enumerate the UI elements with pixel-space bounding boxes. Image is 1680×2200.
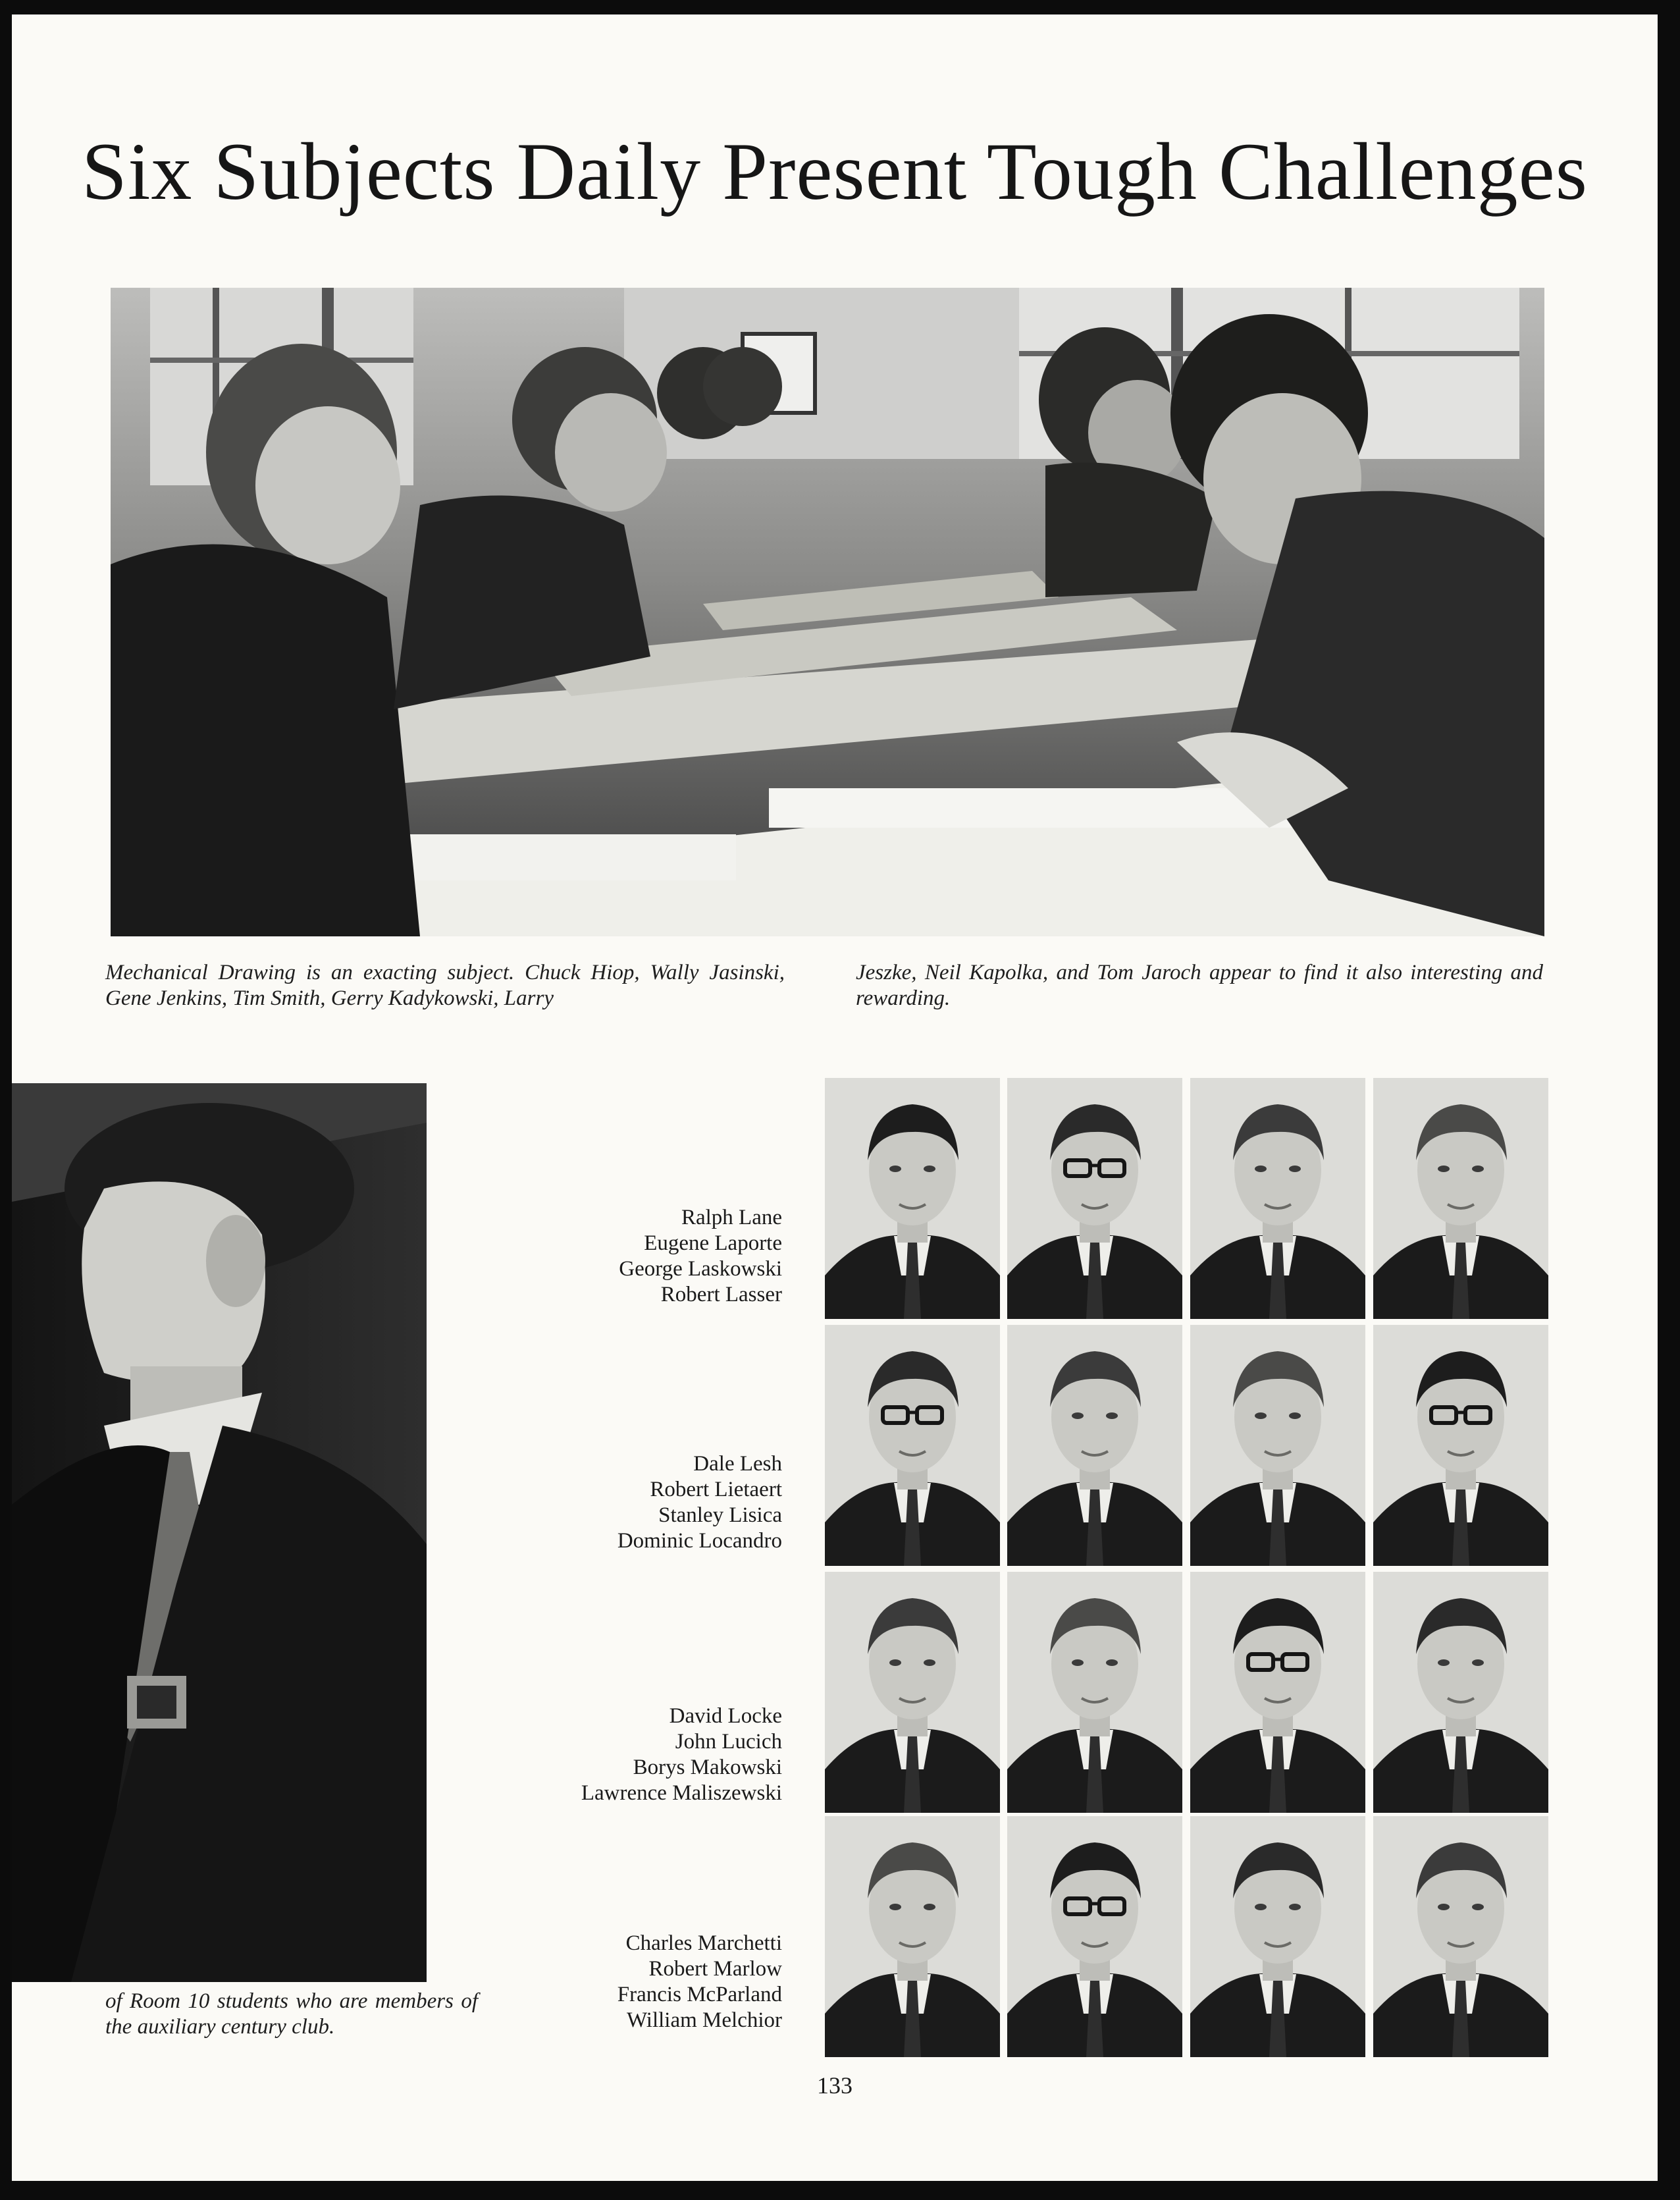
- student-portrait: [825, 1325, 1000, 1566]
- student-portrait: [1373, 1816, 1548, 2057]
- student-name: Ralph Lane: [681, 1206, 782, 1229]
- student-portrait: [825, 1078, 1000, 1319]
- student-name: William Melchior: [626, 2008, 782, 2032]
- student-name: Dominic Locandro: [617, 1529, 782, 1553]
- student-name: Robert Lietaert: [650, 1478, 782, 1501]
- student-name: John Lucich: [675, 1730, 782, 1754]
- student-name: Robert Marlow: [648, 1957, 782, 1981]
- page-number: 133: [817, 2072, 853, 2099]
- student-portrait: [1373, 1078, 1548, 1319]
- student-name: Dale Lesh: [693, 1452, 782, 1476]
- student-portrait: [1190, 1816, 1365, 2057]
- student-portrait: [1007, 1078, 1182, 1319]
- page-title: Six Subjects Daily Present Tough Challenges: [82, 126, 1588, 217]
- student-portrait: [1007, 1325, 1182, 1566]
- top-photo-caption-right: Jeszke, Neil Kapolka, and Tom Jaroch appear to find it also interesting and rewarding.: [856, 961, 1543, 1010]
- student-name: Francis McParland: [617, 1983, 782, 2006]
- student-name: Borys Makowski: [633, 1756, 782, 1779]
- top-photo-caption-left: Mechanical Drawing is an exacting subject. Chuck Hiop, Wally Jasinski, Gene Jenkins, Tim Smith, Gerry Kadykowski, Larry: [105, 961, 785, 1010]
- student-portrait: [1190, 1572, 1365, 1813]
- side-photo-caption: of Room 10 students who are members of the auxiliary century club.: [105, 1989, 478, 2039]
- name-list-row-4: [519, 1931, 782, 2033]
- student-portrait: [1007, 1572, 1182, 1813]
- student-name: Robert Lasser: [660, 1283, 782, 1306]
- student-name: Lawrence Maliszewski: [581, 1781, 782, 1805]
- student-name: Charles Marchetti: [625, 1931, 782, 1955]
- student-name: David Locke: [669, 1704, 782, 1728]
- mechanical-drawing-photo: [111, 288, 1544, 936]
- name-list-row-3: [519, 1704, 782, 1806]
- student-portrait: [1190, 1078, 1365, 1319]
- student-portrait: [1007, 1816, 1182, 2057]
- student-name: George Laskowski: [619, 1257, 782, 1281]
- student-portrait: [825, 1572, 1000, 1813]
- student-name: Eugene Laporte: [644, 1231, 782, 1255]
- student-portrait: [825, 1816, 1000, 2057]
- century-club-photo: [12, 1083, 427, 1982]
- student-portrait: [1190, 1325, 1365, 1566]
- student-name: Stanley Lisica: [658, 1503, 782, 1527]
- student-portrait: [1373, 1325, 1548, 1566]
- student-portrait: [1373, 1572, 1548, 1813]
- yearbook-page: [12, 14, 1658, 2181]
- name-list-row-1: [519, 1205, 782, 1308]
- name-list-row-2: [519, 1451, 782, 1554]
